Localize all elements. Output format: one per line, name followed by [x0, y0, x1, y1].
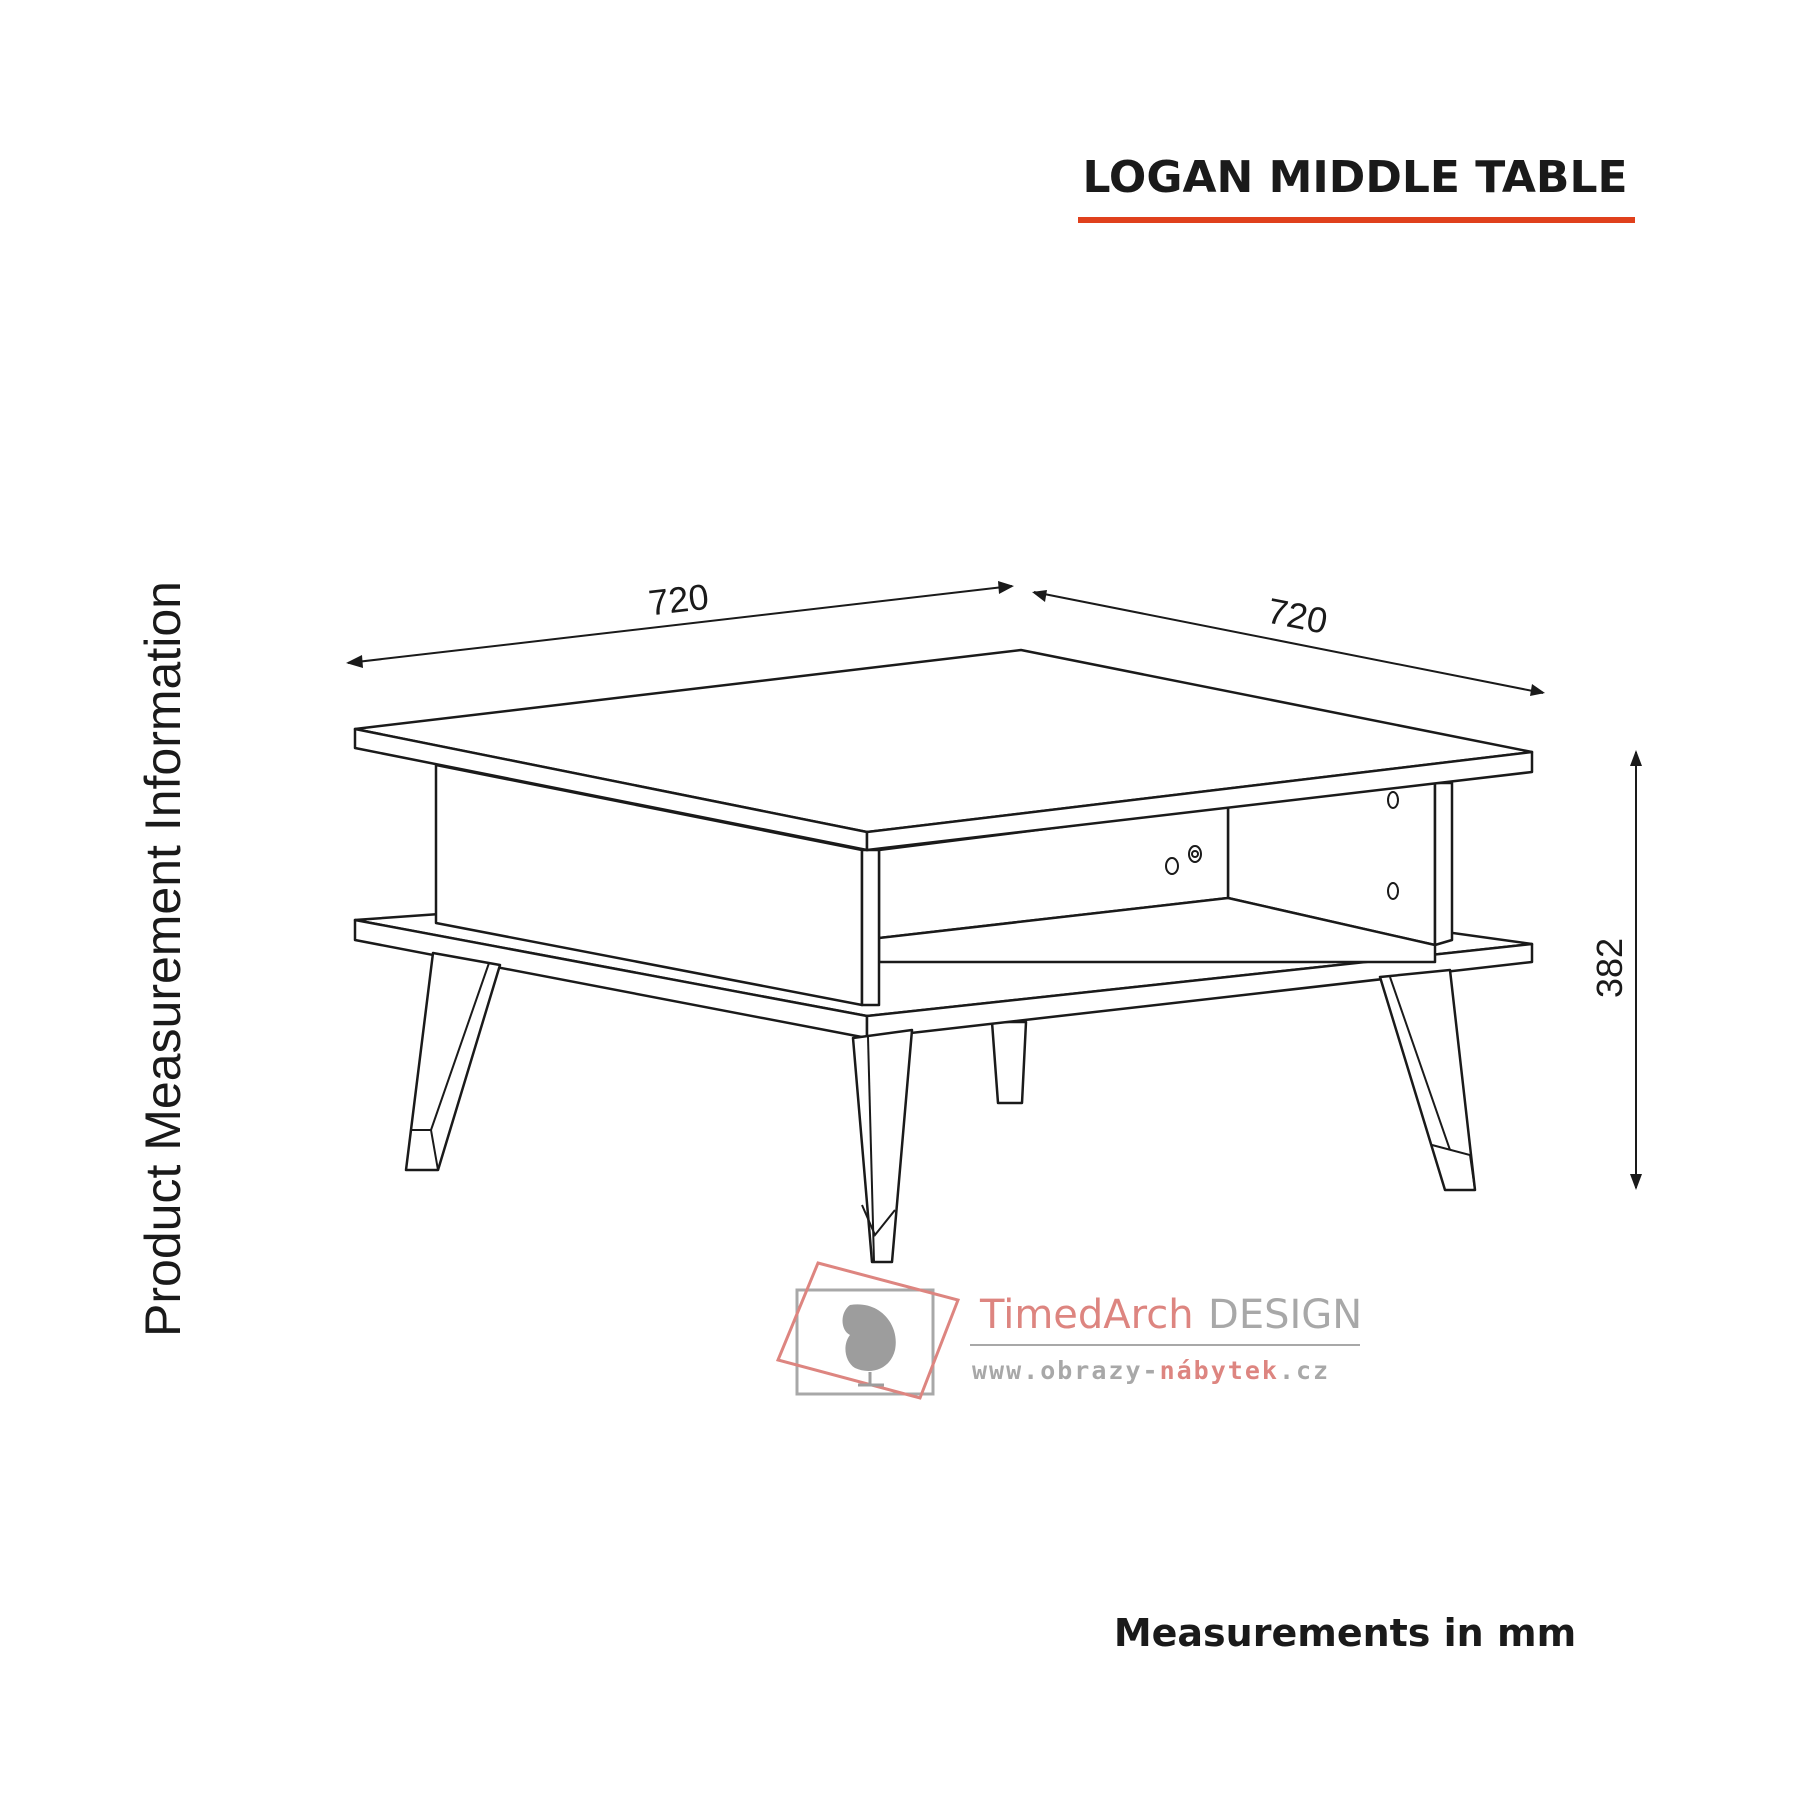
watermark-url: www.obrazy-nábytek.cz [972, 1356, 1331, 1385]
dimension-width-label: 720 [646, 575, 711, 624]
watermark-brand: TimedArch DESIGN [980, 1292, 1363, 1338]
dimension-width [346, 576, 1014, 668]
closed-box-front-edge [862, 850, 879, 1005]
side-label: Product Measurement Information [135, 581, 191, 1337]
table-leg-left [406, 953, 500, 1170]
dimension-height-label: 382 [1589, 937, 1630, 999]
table-leg-back [992, 1022, 1026, 1103]
table-drawing [355, 650, 1532, 1262]
measurement-unit-note: Measurements in mm [1113, 1611, 1577, 1655]
watermark [778, 1263, 1362, 1398]
dimension-depth-label: 720 [1263, 589, 1331, 642]
product-title: LOGAN MIDDLE TABLE [1082, 152, 1628, 203]
title-underline [1078, 217, 1635, 223]
egg-chair-icon [843, 1304, 896, 1371]
watermark-logo [778, 1263, 958, 1398]
dimension-height [1589, 750, 1642, 1190]
table-leg-right [1380, 970, 1475, 1190]
right-end-panel [1435, 783, 1452, 945]
